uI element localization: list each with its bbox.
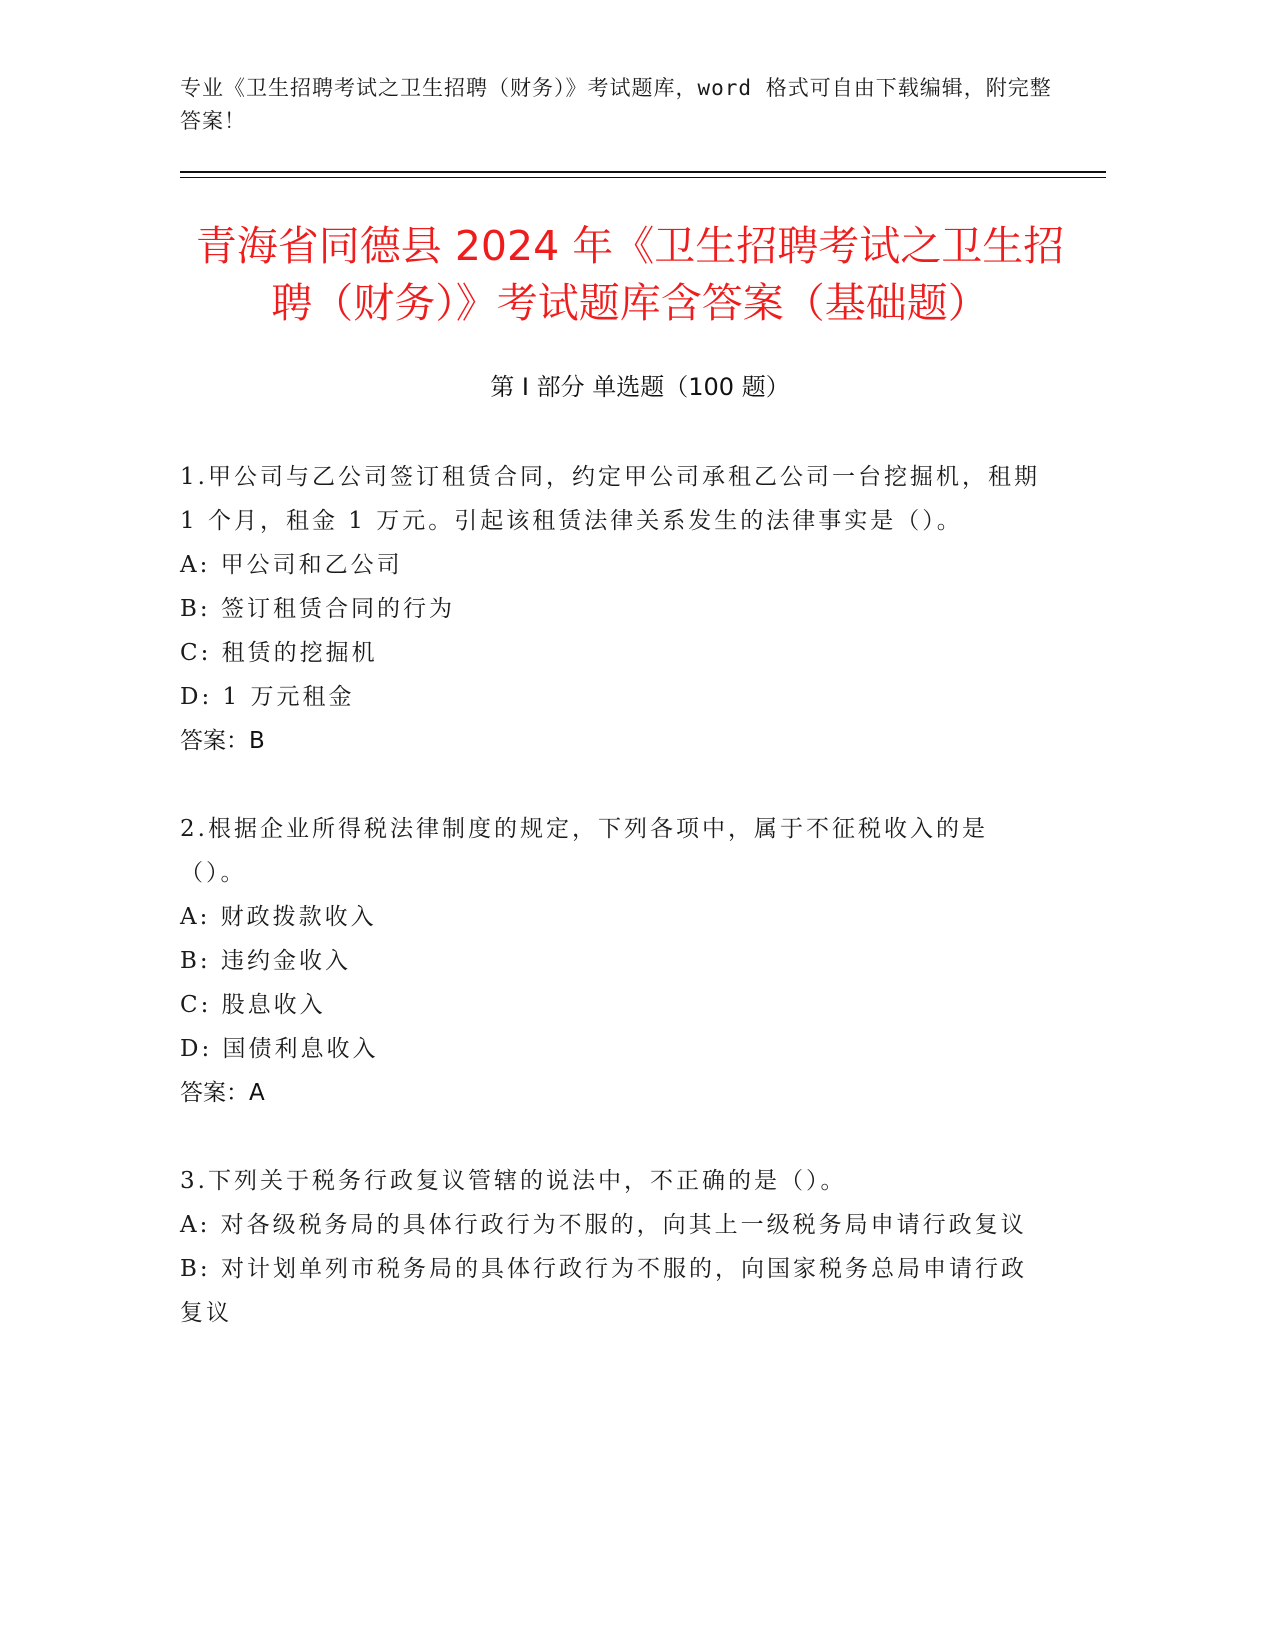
header-divider-thick (180, 171, 1106, 173)
question-1 (180, 455, 1040, 763)
option-b: B: 对计划单列市税务局的具体行政行为不服的，向国家税务总局申请行政复议 (180, 1256, 1027, 1326)
option-d: D: 国债利息收入 (180, 1036, 379, 1062)
question-stem: 2.根据企业所得税法律制度的规定，下列各项中，属于不征税收入的是（）。 (180, 816, 988, 886)
question-stem: 3.下列关于税务行政复议管辖的说法中，不正确的是（）。 (180, 1168, 847, 1194)
question-list (180, 455, 1040, 1379)
header-divider-thin (180, 177, 1106, 178)
header-note: 专业《卫生招聘考试之卫生招聘（财务）》考试题库，word 格式可自由下载编辑，附完整答案！ (180, 76, 1052, 133)
question-stem: 1.甲公司与乙公司签订租赁合同，约定甲公司承租乙公司一台挖掘机，租期 1 个月，租金 1 万元。引起该租赁法律关系发生的法律事实是（）。 (180, 464, 1040, 534)
option-b: B: 违约金收入 (180, 948, 351, 974)
question-3 (180, 1159, 1040, 1335)
option-b: B: 签订租赁合同的行为 (180, 596, 455, 622)
option-a: A: 对各级税务局的具体行政行为不服的，向其上一级税务局申请行政复议 (180, 1212, 1027, 1238)
option-c: C: 租赁的挖掘机 (180, 640, 378, 666)
answer: 答案：B (180, 728, 265, 754)
option-a: A: 财政拨款收入 (180, 904, 377, 930)
section-title: 第 I 部分 单选题（100 题） (490, 373, 790, 401)
option-c: C: 股息收入 (180, 992, 326, 1018)
answer: 答案：A (180, 1080, 265, 1106)
option-a: A: 甲公司和乙公司 (180, 552, 403, 578)
option-d: D: 1 万元租金 (180, 684, 355, 710)
question-2 (180, 807, 1040, 1115)
document-title: 青海省同德县 2024 年《卫生招聘考试之卫生招聘（财务）》考试题库含答案（基础题） (195, 222, 1065, 327)
